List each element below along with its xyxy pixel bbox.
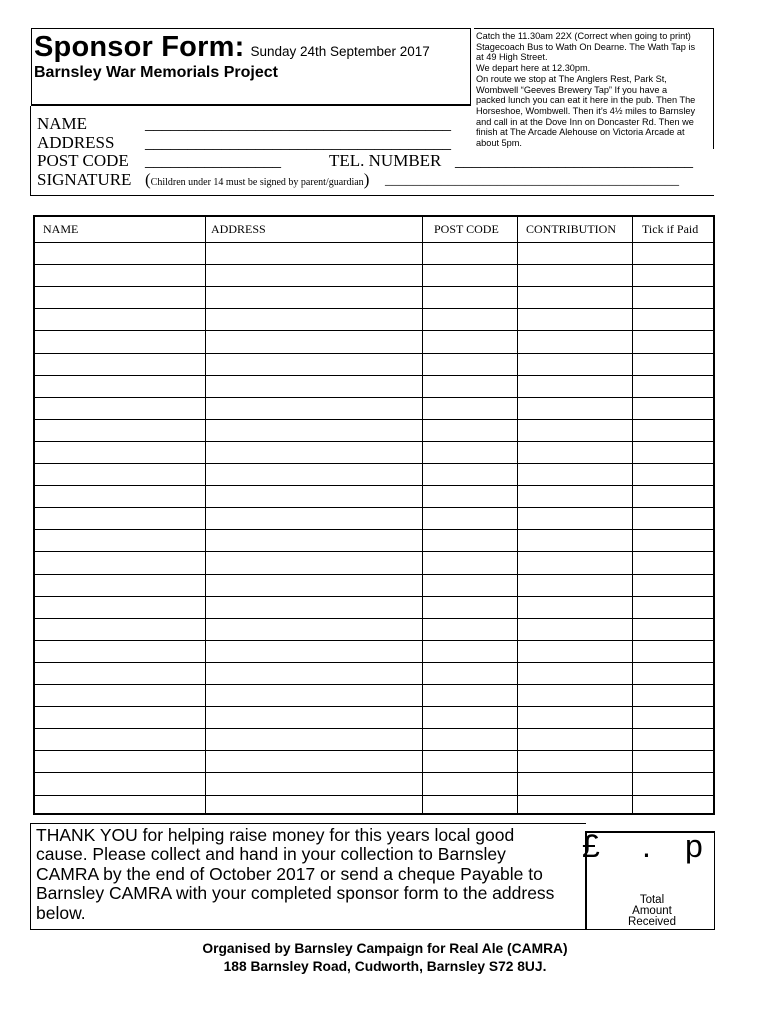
address-row [37,133,451,153]
table-row-line [35,618,713,619]
total-label-line: Total [639,894,665,906]
info-line: about 5pm. [476,138,522,149]
sponsor-table [33,215,715,815]
pound-sign: £ [582,828,600,864]
name-label: NAME [37,114,88,133]
signature-field[interactable]: __________________________________________ [385,173,679,188]
table-row-line [35,286,713,287]
thanks-message [36,826,584,923]
info-line: at 49 High Street. [476,52,548,63]
signature-label: SIGNATURE [37,170,132,189]
table-row-line [35,264,713,265]
info-line: Stagecoach Bus to Wath On Dearne. The Wath Tap is [476,41,696,52]
postcode-label: POST CODE [37,151,129,170]
thanks-line: cause. Please collect and hand in your collection to Barnsley [36,844,506,865]
table-row-line [35,330,713,331]
signature-row [37,170,679,190]
pence-sign: p [685,828,703,864]
title-text: Sponsor Form: [34,31,245,63]
col-header-postcode: POST CODE [434,222,499,236]
table-row-line [35,353,713,354]
table-row-line [35,662,713,663]
info-line: We depart here at 12.30pm. [476,63,591,74]
table-row-line [35,463,713,464]
info-line: packed lunch you can eat it here in the pub. Then The [476,95,696,106]
note-open: ( [145,170,151,189]
tel-label: TEL. NUMBER [329,151,442,170]
table-column-divider [517,217,518,815]
table-column-divider [205,217,206,815]
thanks-line: below. [36,902,86,923]
thanks-line: CAMRA by the end of October 2017 or send a cheque Payable to [36,863,543,884]
table-row-line [35,706,713,707]
postcode-field[interactable]: ________________ [145,151,281,170]
address-label: ADDRESS [37,133,115,152]
info-line: finish at The Arcade Alehouse on Victoria Arcade at [476,127,685,138]
table-row-line [35,596,713,597]
name-field[interactable]: ____________________________________ [145,114,451,133]
total-label-line: Amount [632,905,672,917]
col-header-contribution: CONTRIBUTION [526,222,616,236]
event-date: Sunday 24th September 2017 [250,44,430,59]
table-row-line [35,795,713,796]
info-line: Catch the 11.30am 22X (Correct when going to print) [476,31,691,41]
thanks-line: THANK YOU for helping raise money for this years local good [36,825,515,845]
name-row [37,114,451,134]
thanks-line: Barnsley CAMRA with your completed sponsor form to the address [36,883,555,904]
table-row-line [35,308,713,309]
table-row-line [35,441,713,442]
postcode-row [37,151,693,171]
col-header-address: ADDRESS [211,222,266,236]
total-label-line: Received [628,916,676,928]
address-field[interactable]: ____________________________________ [145,133,451,152]
note-close: ) [363,170,370,189]
total-amount-label [600,895,704,928]
table-row-line [35,507,713,508]
table-row-line [35,728,713,729]
table-row-line [35,242,713,243]
signature-note [145,170,369,190]
table-row-line [35,574,713,575]
table-row-line [35,640,713,641]
col-header-name: NAME [43,222,79,236]
info-line: Horseshoe, Wombwell. Then it’s 4½ miles to Barnsley [476,105,696,116]
col-header-tick: Tick if Paid [642,222,699,236]
table-row-line [35,419,713,420]
info-line: and call in at the Dove Inn on Doncaster Rd. Then we [476,116,694,127]
organiser-address: 188 Barnsley Road, Cudworth, Barnsley S72 8UJ. [223,959,547,974]
info-line: On route we stop at The Anglers Rest, Park St, [476,73,667,84]
info-line: Wombwell “Geeves Brewery Tap” If you have a [476,84,668,95]
table-row-line [35,684,713,685]
table-row-line [35,375,713,376]
table-row-line [35,529,713,530]
signature-note-text: Children under 14 must be signed by parent/guardian [150,177,364,188]
tel-field[interactable]: ____________________________ [455,151,693,170]
table-column-divider [632,217,633,815]
decimal-dot: . [642,828,651,864]
table-column-divider [422,217,423,815]
form-title [34,31,430,64]
table-row-line [35,551,713,552]
table-row-line [35,397,713,398]
organiser-line: Organised by Barnsley Campaign for Real Ale (CAMRA) [202,941,568,956]
project-subtitle: Barnsley War Memorials Project [34,64,278,81]
table-row-line [35,485,713,486]
table-row-line [35,772,713,773]
table-row-line [35,750,713,751]
